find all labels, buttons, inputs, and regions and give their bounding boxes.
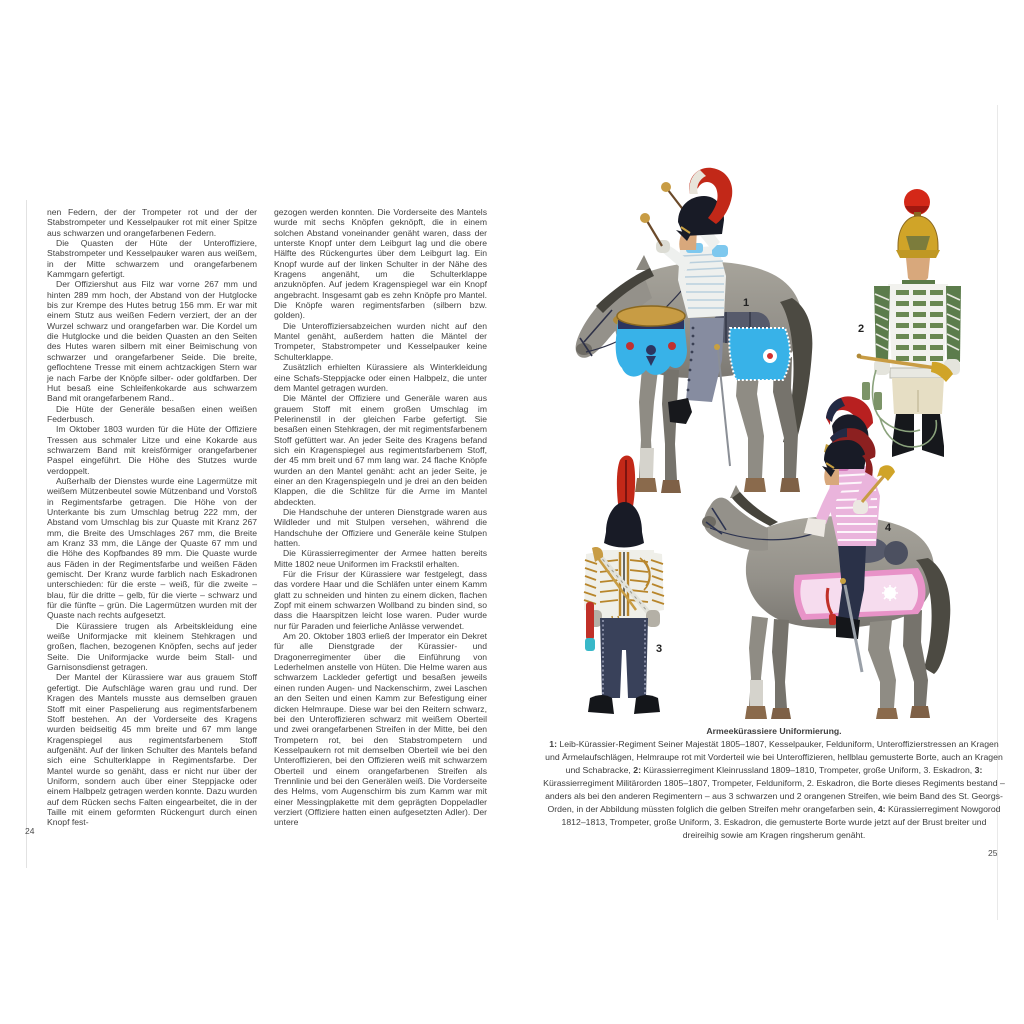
page-number-left: 24 (25, 826, 35, 836)
paragraph: Die Quasten der Hüte der Unteroffiziere, Stabstrompeter und Kesselpauker waren aus weißem, in der Mitte schwarzem und orangefarbenem Kammgarn gefertigt. (47, 238, 257, 280)
paragraph: Am 20. Oktober 1803 erließ der Imperator ein Dekret für alle Dienstgrade der Kürassier- und Dragonerregimenter über die Einführung von Lederhelmen anstelle von Hüten. Die Helme waren aus schwarzem Lackleder gefertigt und besaßen jeweils einen runden Augen- und Nackenschirm, zwei Laschen an den Seiten und einen Kamm zur Befestigung einer dicken Helmraupe. Diese war bei den Reitern schwarz, bei den Unteroffizieren schwarz mit weißem Oberteil und zwei orangefarbenen Streifen in der Mitte, bei den Trompetern rot, bei den Stabstrompetern und Kesselpaukern rot mit demselben Oberteil wie bei den Unteroffizieren, bei den Offizieren weiß mit schwarzem Oberteil und einem orangefarbenen Streifen als Trennlinie und bei den Generälen weiß. Die Vorderseite des Helms, vom Augenschirm bis zum Kamm war mit einer Messingplakette mit dem geprägten Doppeladler verziert (Offiziere hatten einen aufgesetzten Adler). Der untere (274, 631, 487, 828)
paragraph: Die Handschuhe der unteren Dienstgrade waren aus Wildleder und mit Stulpen versehen, während die Handschuhe der Offiziere und Generäle keine Stulpen hatten. (274, 506, 487, 548)
plate-caption (543, 725, 1005, 842)
paragraph: Die Kürassierregimenter der Armee hatten bereits Mitte 1802 neue Uniformen im Frackstil erhalten. (274, 548, 487, 569)
paragraph: gezogen werden konnten. Die Vorderseite des Mantels wurde mit sechs Knöpfen geknöpft, die in einem solchen Abstand voneinander genäht waren, dass der unterste Knopf unter dem Leibgurt lag und die obere Hälfte des Rückengurtes über dem Leibgurt lag. Ein Knopf wurde auf der linken Schulter in der Nähe des Kragens angenäht, um die Schulterklappe anzuknöpfen. Auf jedem Kragenspiegel war ein Knopf angebracht. Insgesamt gab es zehn Knöpfe pro Mantel. Die Knöpfe waren regimentsfarben (silbern bzw. golden). (274, 207, 487, 321)
figure-3-back-view-trumpeter (584, 456, 664, 715)
paragraph: Im Oktober 1803 wurden für die Hüte der Offiziere Tressen aus schmaler Litze und eine Kokarde aus schwarzem Band mit kreisförmiger orangefarbener Paspel eingeführt. Die Höhe des Stutzes wurde verdoppelt. (47, 424, 257, 476)
paragraph: Die Unteroffiziersabzeichen wurden nicht auf den Mantel genäht, außerdem hatten die Mäntel der Trompeter, Stabstrompeter und Kesselpauker keine Schulterklappe. (274, 320, 487, 362)
paragraph: Die Mäntel der Offiziere und Generäle waren aus grauem Stoff mit einem großen Umschlag im Pelerinenstil in der gleichen Farbe gefertigt. Sie besaßen einen Stehkragen, der mit regimentsfarbenem Stoff gefüttert war. An jeder Seite des Kragens befand sich ein Kragenspiegel aus regimentsfarbenem Stoff, der 45 mm breit und 67 mm lang war. 24 flache Knöpfe wurden an den Mantel genäht: acht an jeder Seite, je einer an den Kragenspiegeln und je drei an den beiden Klappen, die die Schlitze für die Arme im Mantel abdeckten. (274, 393, 487, 507)
caption-title: Armeekürassiere Uniformierung. (706, 726, 842, 736)
paragraph: Für die Frisur der Kürassiere war festgelegt, dass das vordere Haar und die Schläfen unter einem Kamm glatt zu schneiden und hinten zu einem dicken, flachen Zopf mit einem schwarzen Wollband zu binden sind, so dass die Haarspitzen leicht lose waren. Puder wurde nur für Paraden und feierliche Anlässe verwendet. (274, 569, 487, 631)
caption-part: 2: Kürassierregiment Kleinrussland 1809–1810, Trompeter, große Uniform, 3. Eskadron, (633, 765, 975, 775)
paragraph: nen Federn, der der Trompeter rot und der der Stabstrompeter und Kesselpauker rot mit einer Spitze aus schwarzen und orangefarbenen Federn. (47, 207, 257, 238)
paragraph: Der Mantel der Kürassiere war aus grauem Stoff gefertigt. Die Aufschläge waren grau und rund. Der Kragen des Mantels musste aus demselben grauen Stoff mit einer Paspelierung aus regimentsfarbenem Stoff bestehen. An der Vorderseite des Kragens wurden beidseitig 45 mm breite und 67 mm lange Kragenspiegel aus regimentsfarbenem Stoff aufgenäht. Auf der linken Schulter des Mantels befand sich eine Schulterklappe in Regimentsfarbe. Der Mantel wurde so genäht, dass er nicht nur über der Uniform, sondern auch über einer Steppjacke oder einem Halbpelz getragen werden konnte. Dazu wurden auf dem Rücken sechs Falten eingearbeitet, die in der Taille mit einem geformten Rückengurt durch einen Knopf fest- (47, 672, 257, 828)
figure-3-number-label: 3 (656, 643, 663, 655)
paragraph: Die Kürassiere trugen als Arbeitskleidung eine weiße Uniformjacke mit kleinem Stehkragen und großen, flachen, bezogenen Knöpfen, sechs auf jeder Seite. Die Uniformjacke wurde beim Stall- und Garnisonsdienst getragen. (47, 620, 257, 673)
paragraph: Außerhalb der Dienstes wurde eine Lagermütze mit weißem Mützenbeutel sowie Mützenband und Vorstoß in Regimentsfarbe getragen. Die Höhe von der Unterkante bis zum Umschlag betrug 222 mm, der Abstand vom Umschlag bis zur Quaste mit Kranz 267 mm, die Breite des Umschlages 267 mm, die Breite am Kranz 33 mm, die Länge der Quaste 67 mm und die Höhe des Kopfbandes 89 mm. Die Quaste wurde aus Fäden in der Regimentsfarbe und weißen Fäden gemischt. Der Kranz wurde farblich nach Eskadronen unterschieden: für die erste – weiß, für die zweite – blau, für die dritte – gelb, für die vierte – schwarz und für die fünfte – grün. Die Lagermützen wurden mit der Quaste nach rechts aufgesetzt. (47, 475, 257, 621)
figure-2-number-label: 2 (858, 323, 865, 335)
caption-part: 3: Kürassierregiment Militärorden 1805–1807, Trompeter, Felduniform, 2. Eskadron, die Borte dieses Regiments bestand – anders als bei den anderen Regimentern – aus 3 schwarzen und 2 orangenen Streifen, wie beim Band des St. Georgs-Orden, in der Abbildung müssten folglich die gelben Streifen mehr orangefarben sein, (543, 765, 1005, 814)
page-number-right: 25 (988, 848, 998, 858)
left-page-column-2 (274, 207, 487, 828)
paragraph: Zusätzlich erhielten Kürassiere als Winterkleidung eine Schafs-Steppjacke oder einen Halbpelz, die unter dem Mantel getragen wurden. (274, 362, 487, 393)
caption-part: 4: Kürassierregiment Nowgorod 1812–1813, Trompeter, große Uniform, 3. Eskadron, die gemusterte Borte wurde jetzt auf der Brust breiter und dreireihig sowie am Kragen ringsherum genäht. (561, 804, 1001, 840)
figure-1-kettledrum (613, 306, 687, 377)
uniform-plate-illustration (540, 150, 1005, 720)
caption-body (543, 738, 1005, 842)
caption-part: 1: Leib-Kürassier-Regiment Seiner Majestät 1805–1807, Kesselpauker, Felduniform, Unteroffizierstressen an Kragen und Ärmelaufschlägen, Helmraupe rot mit Vorderteil wie bei Unteroffizieren, hellblau gemusterte Borte, auch an Kragen und Schabracke, (545, 739, 1003, 775)
figure-4-number-label: 4 (885, 522, 892, 534)
left-page-column-1 (47, 207, 257, 828)
paragraph: Die Hüte der Generäle besaßen einen weißen Federbusch. (47, 403, 257, 424)
paragraph: Der Offiziershut aus Filz war vorne 267 mm und hinten 289 mm hoch, der Abstand von der Hutglocke bis zur Krempe des Hutes betrug 156 mm. Er war mit einem Stutz aus weißen Federn verziert, der an der Wurzel schwarz und orangefarben war. Die Kordel um die Hutglocke und die beiden Quasten an den Seiten des Hutes waren silbern mit einer Beimischung von schwarzer und orangefarbener Seide. Die breite, geflochtene Tresse mit einem achtzackigen Stern war je nach Farbe der Knöpfe silber- oder goldfarben. Der Hut besaß eine Schleifenkokarde aus schwarzem Band mit orangefarbenem Rand.. (47, 279, 257, 404)
figure-1-number-label: 1 (743, 297, 750, 309)
left-page-edge-line (26, 200, 27, 868)
